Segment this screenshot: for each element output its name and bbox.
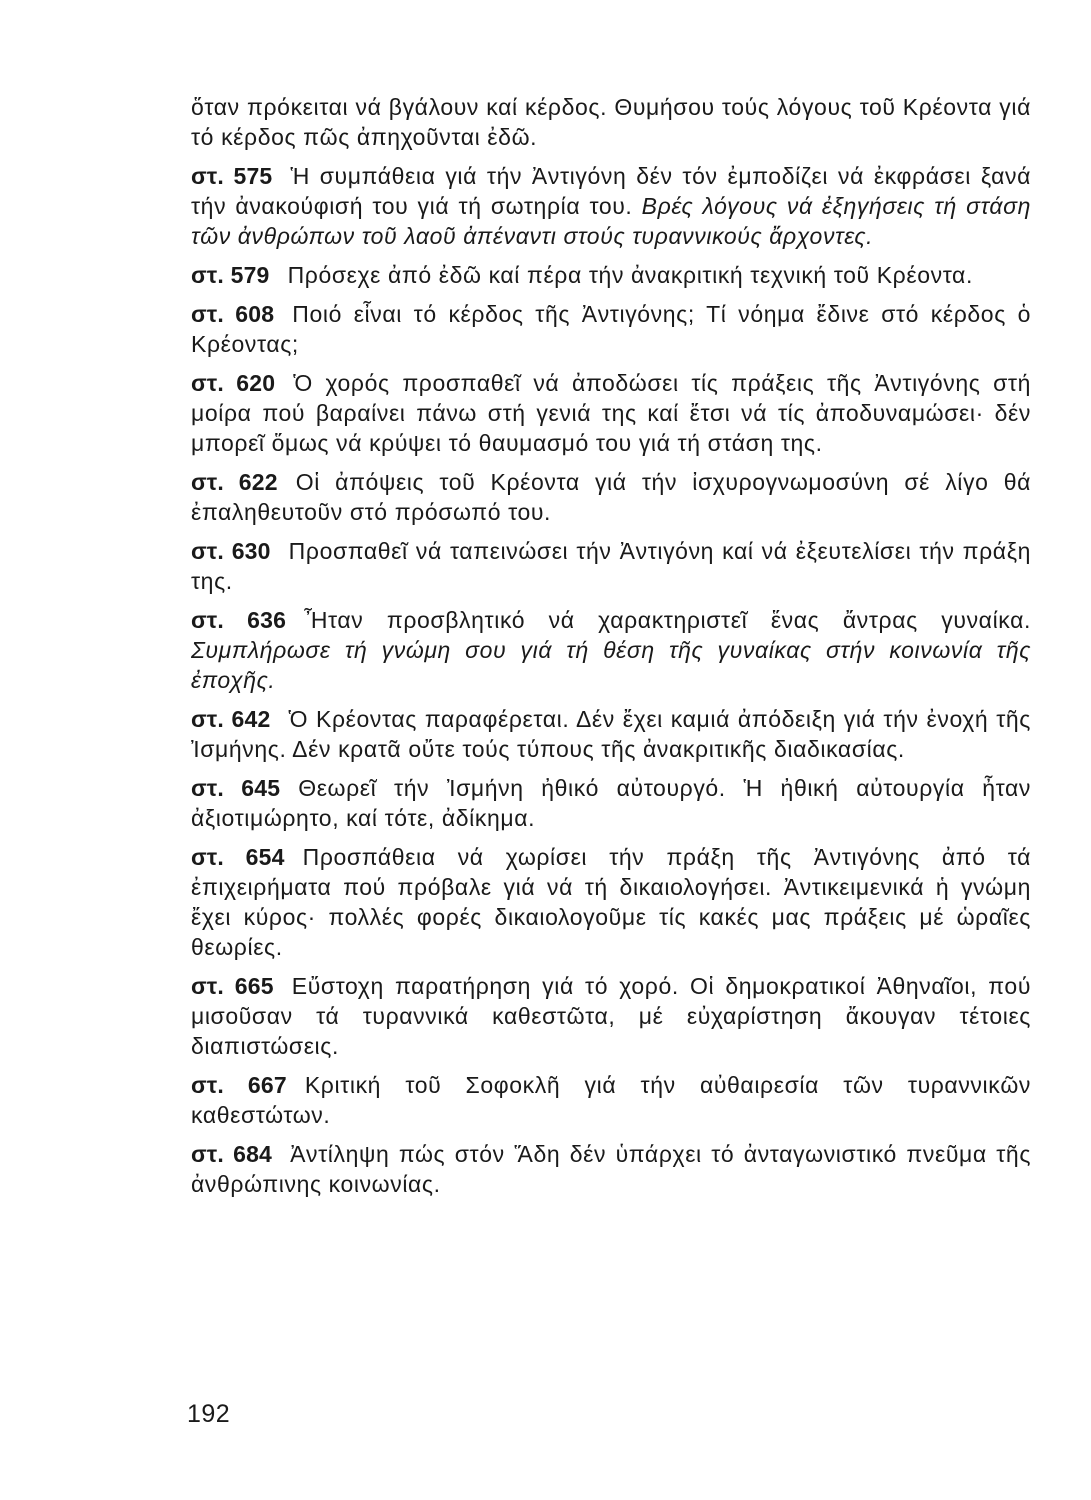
note-579 [191, 260, 1031, 290]
note-630 [191, 536, 1031, 596]
note-question: Βρές λόγους νά ἐξηγήσεις τή στάση τῶν ἀνθρώπων τοῦ λαοῦ ἀπέναντι στούς τυραννικούς ἄρχοντες. [191, 193, 1031, 249]
line-ref: στ. 667 [191, 1072, 287, 1098]
line-ref: στ. 575 [191, 163, 273, 189]
line-ref: στ. 622 [191, 469, 278, 495]
note-text: Πρόσεχε ἀπό ἐδῶ καί πέρα τήν ἀνακριτική τεχνική τοῦ Κρέοντα. [287, 262, 973, 288]
line-ref: στ. 620 [191, 370, 276, 396]
note-text: Κριτική τοῦ Σοφοκλῆ γιά τήν αὐθαιρεσία τῶν τυραννικῶν καθεστώτων. [191, 1072, 1031, 1128]
note-608 [191, 299, 1031, 359]
note-645 [191, 773, 1031, 833]
note-575 [191, 161, 1031, 251]
note-654 [191, 842, 1031, 962]
note-text: Ἡ συμπάθεια γιά τήν Ἀντιγόνη δέν τόν ἐμποδίζει νά ἐκφράσει ξανά τήν ἀνακούφισή του γιά τή σωτηρία του. [191, 163, 1031, 219]
line-ref: στ. 642 [191, 706, 271, 732]
note-684 [191, 1139, 1031, 1199]
note-text: Εὔστοχη παρατήρηση γιά τό χορό. Οἱ δημοκρατικοί Ἀθηναῖοι, πού μισοῦσαν τά τυραννικά καθεστῶτα, μέ εὐχαρίστηση ἄκουγαν τέτοιες διαπιστώσεις. [191, 973, 1031, 1059]
note-667 [191, 1070, 1031, 1130]
note-text: Ὁ χορός προσπαθεῖ νά ἀποδώσει τίς πράξεις τῆς Ἀντιγόνης στή μοίρα πού βαραίνει πάνω στή γενιά της καί ἔτσι νά τίς ἀποδυναμώσει· δέν μπορεῖ ὅμως νά κρύψει τό θαυμασμό του γιά τή στάση της. [191, 370, 1031, 456]
note-665 [191, 971, 1031, 1061]
line-ref: στ. 665 [191, 973, 274, 999]
line-ref: στ. 630 [191, 538, 271, 564]
line-ref: στ. 579 [191, 262, 270, 288]
note-620 [191, 368, 1031, 458]
line-ref: στ. 684 [191, 1141, 273, 1167]
commentary-page [191, 92, 1031, 1208]
line-ref: στ. 608 [191, 301, 275, 327]
line-ref: στ. 636 [191, 607, 287, 633]
note-text: Προσπάθεια νά χωρίσει τήν πράξη τῆς Ἀντιγόνης ἀπό τά ἐπιχειρήματα πού πρόβαλε γιά νά τή δικαιολογήσει. Ἀντικειμενικά ἡ γνώμη ἔχει κύρος· πολλές φορές δικαιολογοῦμε τίς κακές μας πράξεις μέ ὡραῖες θεωρίες. [191, 844, 1031, 960]
note-text: Οἱ ἀπόψεις τοῦ Κρέοντα γιά τήν ἰσχυρογνωμοσύνη σέ λίγο θά ἐπαληθευτοῦν στό πρόσωπό του. [191, 469, 1031, 525]
note-text: Ποιό εἶναι τό κέρδος τῆς Ἀντιγόνης; Τί νόημα ἔδινε στό κέρδος ὁ Κρέοντας; [191, 301, 1031, 357]
note-642 [191, 704, 1031, 764]
note-text: Ἦταν προσβλητικό νά χαρακτηριστεῖ ἕνας ἄντρας γυναίκα. [304, 607, 1031, 633]
intro-paragraph: ὅταν πρόκειται νά βγάλουν καί κέρδος. Θυμήσου τούς λόγους τοῦ Κρέοντα γιά τό κέρδος πῶς ἀπηχοῦνται ἐδῶ. [191, 94, 1031, 150]
line-ref: στ. 645 [191, 775, 281, 801]
note-636 [191, 605, 1031, 695]
line-ref: στ. 654 [191, 844, 285, 870]
note-text: Θεωρεῖ τήν Ἰσμήνη ἠθικό αὐτουργό. Ἡ ἠθική αὐτουργία ἦταν ἀξιοτιμώρητο, καί τότε, ἀδίκημα. [191, 775, 1031, 831]
note-text: Ὁ Κρέοντας παραφέρεται. Δέν ἔχει καμιά ἀπόδειξη γιά τήν ἐνοχή τῆς Ἰσμήνης. Δέν κρατᾶ οὔτε τούς τύπους τῆς ἀνακριτικῆς διαδικασίας. [191, 706, 1031, 762]
note-text: Ἀντίληψη πώς στόν Ἅδη δέν ὑπάρχει τό ἀνταγωνιστικό πνεῦμα τῆς ἀνθρώπινης κοινωνίας. [191, 1141, 1031, 1197]
page-number: 192 [187, 1400, 231, 1428]
note-text: Προσπαθεῖ νά ταπεινώσει τήν Ἀντιγόνη καί νά ἐξευτελίσει τήν πράξη της. [191, 538, 1031, 594]
note-question: Συμπλήρωσε τή γνώμη σου γιά τή θέση τῆς γυναίκας στήν κοινωνία τῆς ἐποχῆς. [191, 637, 1031, 693]
note-622 [191, 467, 1031, 527]
